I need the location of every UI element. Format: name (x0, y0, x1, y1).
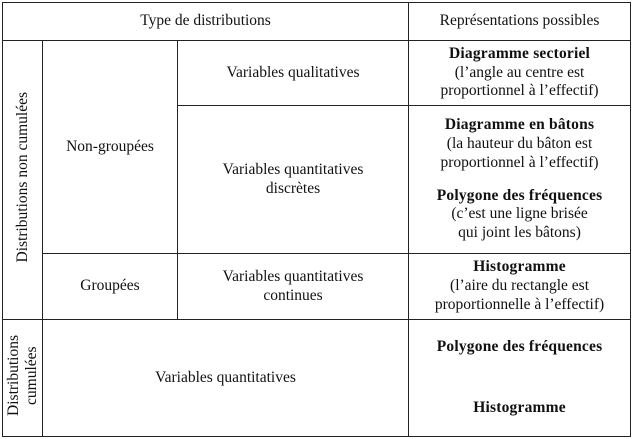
histogramme-cell (409, 254, 631, 320)
sectoriel-cell (409, 41, 631, 106)
polygone-desc-1: (c’est une ligne brisée (451, 205, 588, 223)
histogramme-title: Histogramme (473, 258, 566, 276)
header-type: Type de distributions (140, 12, 271, 30)
quant-discretes-cell (178, 106, 409, 254)
cumulees-rep-cell (409, 320, 631, 437)
distribution-types-table (2, 2, 631, 437)
polygone-title: Polygone des fréquences (436, 186, 603, 204)
edge-tick-mark (630, 212, 631, 220)
quant-discretes-line-1: Variables quantitatives (222, 160, 364, 178)
row-qualitatives (3, 41, 631, 106)
header-type-cell (3, 3, 409, 41)
cumulees-histogramme-title: Histogramme (473, 399, 566, 416)
quant-discretes-line-2: discrètes (265, 179, 321, 197)
qualitatives-label: Variables qualitatives (226, 63, 360, 81)
cumulees-polygone-title: Polygone des fréquences (436, 338, 603, 356)
histogramme-desc-1: (l’aire du rectangle est (450, 277, 590, 295)
side-cumulees-label (5, 335, 41, 416)
quant-continues-line-2: continues (263, 286, 323, 304)
histogramme-desc-2: proportionnelle à l’effectif) (434, 295, 605, 313)
qualitatives-cell (178, 41, 409, 106)
header-representations-cell (409, 3, 631, 41)
side-cumulees-line-1: Distributions (4, 334, 22, 416)
quant-continues-cell (178, 254, 409, 320)
sectoriel-title: Diagramme sectoriel (448, 44, 591, 62)
side-non-cumulees-label: Distributions non cumulées (13, 91, 31, 263)
sectoriel-desc-1: (l’angle au centre est (454, 63, 585, 81)
groupees-label: Groupées (80, 277, 140, 295)
side-cumulees-line-2: cumulées (22, 345, 40, 405)
header-representations: Représentations possibles (439, 12, 600, 30)
batons-desc-2: proportionnel à l’effectif) (440, 153, 599, 171)
non-groupees-label: Non-groupées (66, 137, 154, 155)
header-row (3, 3, 631, 41)
spacer (412, 173, 627, 187)
quant-continues-line-1: Variables quantitatives (222, 267, 364, 285)
row-groupees (3, 254, 631, 320)
batons-desc-1: (la hauteur du bâton est (446, 134, 593, 152)
spacer (412, 357, 627, 399)
row-cumulees (3, 320, 631, 437)
polygone-desc-2: qui joint les bâtons) (458, 224, 581, 242)
batons-title: Diagramme en bâtons (444, 115, 595, 133)
batons-polygone-cell (409, 106, 631, 254)
groupees-cell (43, 254, 178, 320)
cumulees-quantitatives-cell (43, 320, 409, 437)
side-non-cumulees-cell (3, 41, 43, 320)
non-groupees-cell (43, 41, 178, 254)
sectoriel-desc-2: proportionnel à l’effectif) (440, 82, 599, 100)
side-cumulees-cell (3, 320, 43, 437)
cumulees-quantitatives-label: Variables quantitatives (155, 368, 296, 386)
